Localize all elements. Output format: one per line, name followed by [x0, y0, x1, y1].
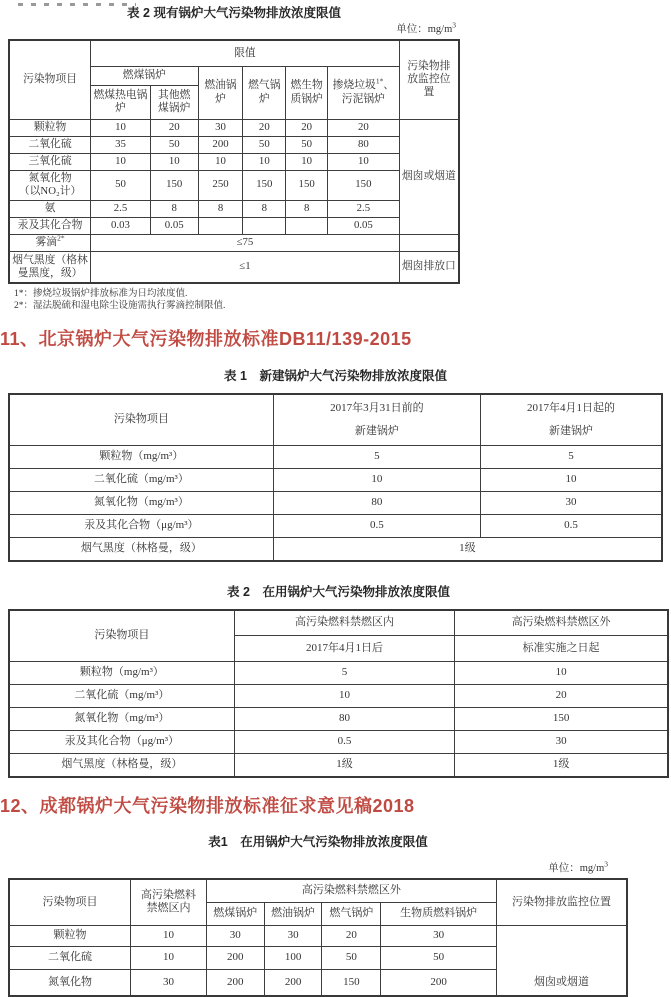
- cell: 10: [286, 153, 328, 170]
- cell: 2.5: [328, 200, 400, 217]
- table-row: [9, 708, 668, 731]
- table-row: [9, 879, 627, 903]
- unit-text: 单位：mg/m: [548, 862, 605, 874]
- cell: 150: [328, 170, 400, 200]
- header-line2: 禁燃区内: [146, 902, 191, 915]
- cell: 5: [481, 446, 662, 469]
- cell: 50: [381, 947, 497, 970]
- cell: 10: [328, 153, 400, 170]
- row-label: 烟气黑度（林格曼，级）: [9, 538, 273, 561]
- cell: 30: [198, 119, 243, 136]
- col-header-coal: 燃煤锅炉: [206, 903, 264, 926]
- cell: 0.5: [481, 515, 662, 538]
- waste-superscript: 1*: [375, 76, 384, 86]
- col-header-coal-chp: 燃煤热电锅炉: [91, 85, 151, 119]
- table-row: [9, 234, 459, 251]
- cropped-text-fragment: [18, 3, 136, 6]
- cell: ≤1: [91, 251, 400, 283]
- col-header-limit: 限值: [91, 40, 400, 66]
- row-label: 颗粒物: [9, 926, 131, 947]
- unit-label: [8, 21, 460, 36]
- table-row: [9, 610, 668, 636]
- unit-superscript: 3: [604, 859, 608, 869]
- cell: 10: [198, 153, 243, 170]
- row-label: 汞及其化合物（μg/m³）: [9, 731, 234, 754]
- cell: 8: [150, 200, 198, 217]
- existing-boiler-table: [8, 39, 460, 284]
- col-header-monitor: 污染物排放监控位置: [496, 879, 627, 926]
- cell: 80: [328, 136, 400, 153]
- table-row: [9, 153, 459, 170]
- cell: 10: [455, 662, 668, 685]
- row-label: 汞及其化合物: [9, 217, 91, 234]
- col-header-in-zone-date: 2017年4月1日后: [234, 636, 454, 662]
- cell: 200: [198, 136, 243, 153]
- section-12-heading: 12、成都锅炉大气污染物排放标准征求意见稿2018: [0, 795, 415, 816]
- cell: 150: [322, 970, 381, 996]
- cell: 10: [131, 947, 207, 970]
- table-row: [9, 492, 662, 515]
- col-header-pollutant: 污染物项目: [9, 394, 273, 446]
- cell: 10: [131, 926, 207, 947]
- row-label: 氮氧化物（mg/m³）: [9, 492, 273, 515]
- row-label: 颗粒物（mg/m³）: [9, 446, 273, 469]
- table-row: [9, 217, 459, 234]
- cell: 100: [264, 947, 322, 970]
- cell: 150: [150, 170, 198, 200]
- section-11-heading: 11、北京锅炉大气污染物排放标准DB11/139-2015: [0, 328, 412, 349]
- row-label: 二氧化硫: [9, 947, 131, 970]
- document-page: [0, 3, 671, 989]
- cell: 1级: [234, 754, 454, 777]
- cell: 8: [198, 200, 243, 217]
- cell: 10: [481, 469, 662, 492]
- unit-label: [8, 860, 628, 875]
- unit-superscript: 3: [452, 20, 456, 30]
- cell: 20: [243, 119, 286, 136]
- col-header-gas: 燃气锅炉: [322, 903, 381, 926]
- table-row: [9, 446, 662, 469]
- table-row: [9, 394, 662, 446]
- cell: 200: [206, 947, 264, 970]
- row-label: 氮氧化物（mg/m³）: [9, 708, 234, 731]
- row-label-line2: （以NO₂计）: [18, 185, 82, 197]
- waste-label: 掺烧垃圾: [332, 79, 376, 92]
- cell: 30: [481, 492, 662, 515]
- inuse-boiler-table: [8, 609, 669, 778]
- row-label: [9, 170, 91, 200]
- unit-text: 单位：mg/m: [396, 24, 453, 35]
- cell: 1级: [455, 754, 668, 777]
- cell: 150: [243, 170, 286, 200]
- row-label: 二氧化硫（mg/m³）: [9, 469, 273, 492]
- cell: 5: [234, 662, 454, 685]
- monitor-cell: 烟囱或烟道: [399, 119, 459, 234]
- col-header-biomass: 生物质燃料锅炉: [381, 903, 497, 926]
- header-line1: 2017年3月31日前的: [330, 401, 424, 414]
- existing-table-title: 表 2 现有锅炉大气污染物排放浓度限值: [127, 6, 341, 20]
- table-row: [9, 662, 668, 685]
- cell: 150: [455, 708, 668, 731]
- beijing-inuse-boiler-section: [8, 582, 669, 778]
- footnote-1: 1*：掺烧垃圾锅炉排放标准为日均浓度值.: [14, 289, 188, 299]
- col-header-waste: [328, 66, 400, 119]
- row-label-line1: 氮氧化物: [28, 171, 72, 184]
- table-row: [9, 136, 459, 153]
- table-row: [9, 170, 459, 200]
- cell: 80: [234, 708, 454, 731]
- cell: 30: [131, 970, 207, 996]
- cell: 20: [286, 119, 328, 136]
- table-row: [9, 469, 662, 492]
- row-label: 颗粒物（mg/m³）: [9, 662, 234, 685]
- new-boiler-table-title: 表 1 新建锅炉大气污染物排放浓度限值: [224, 368, 447, 383]
- cell: 10: [91, 119, 151, 136]
- header-line2: 新建锅炉: [354, 424, 399, 437]
- chengdu-inuse-boiler-table: [8, 878, 628, 997]
- cell: 80: [273, 492, 480, 515]
- row-label: 氮氧化物: [9, 970, 131, 996]
- cell: 8: [243, 200, 286, 217]
- cell: 30: [264, 926, 322, 947]
- cell: 20: [322, 926, 381, 947]
- cell: 2.5: [91, 200, 151, 217]
- cell: 20: [328, 119, 400, 136]
- cell: 8: [286, 200, 328, 217]
- cell: 20: [150, 119, 198, 136]
- col-header-pollutant: 污染物项目: [9, 879, 131, 926]
- table-row: [9, 754, 668, 777]
- header-line2: 新建锅炉: [549, 424, 594, 437]
- col-header-coal: 燃煤锅炉: [91, 66, 198, 85]
- cell: 10: [243, 153, 286, 170]
- row-label: 氨: [9, 200, 91, 217]
- table-row: [9, 119, 459, 136]
- col-header-in-zone: [131, 879, 207, 926]
- footnote-2: 2*：湿法脱硫和湿电除尘设施需执行雾滴控制限值.: [14, 301, 226, 312]
- cell: 50: [322, 947, 381, 970]
- row-label: [9, 234, 91, 251]
- col-header-after-2017: [481, 394, 662, 446]
- cell: 30: [206, 926, 264, 947]
- cell: 30: [455, 731, 668, 754]
- chengdu-table-title: 表1 在用锅炉大气污染物排放浓度限值: [208, 834, 428, 849]
- table-row: [9, 926, 627, 947]
- header-line1: 2017年4月1日起的: [527, 401, 616, 414]
- row-label: 二氧化硫（mg/m³）: [9, 685, 234, 708]
- cell: 50: [150, 136, 198, 153]
- col-header-oil: 燃油锅炉: [264, 903, 322, 926]
- cell: [243, 217, 286, 234]
- table-row: [9, 251, 459, 283]
- cell: 10: [234, 685, 454, 708]
- row-label: 烟气黑度（林格曼，级）: [9, 754, 234, 777]
- table-footnotes: [14, 288, 460, 313]
- cell: 30: [381, 926, 497, 947]
- col-header-gas: 燃气锅炉: [243, 66, 286, 119]
- cell: 200: [264, 970, 322, 996]
- cell: 20: [455, 685, 668, 708]
- col-header-pollutant: 污染物项目: [9, 40, 91, 119]
- cell: 1级: [273, 538, 662, 561]
- fog-superscript: 2*: [57, 233, 65, 243]
- existing-boiler-section: [8, 3, 460, 313]
- col-header-in-zone: 高污染燃料禁燃区内: [234, 610, 454, 636]
- row-label: 颗粒物: [9, 119, 91, 136]
- row-label: 三氧化硫: [9, 153, 91, 170]
- table-row: [9, 538, 662, 561]
- cell: 0.05: [150, 217, 198, 234]
- cell: 0.05: [328, 217, 400, 234]
- col-header-before-2017: [273, 394, 480, 446]
- table-row: [9, 40, 459, 66]
- cell: 35: [91, 136, 151, 153]
- col-header-monitor: 污染物排放监控位置: [399, 40, 459, 119]
- cell: [286, 217, 328, 234]
- cell: 200: [206, 970, 264, 996]
- monitor-cell: 烟囱或烟道: [496, 926, 627, 996]
- cell: 10: [91, 153, 151, 170]
- beijing-new-boiler-section: [8, 366, 663, 562]
- new-boiler-table: [8, 393, 663, 562]
- row-label: 二氧化硫: [9, 136, 91, 153]
- col-header-oil: 燃油锅炉: [198, 66, 243, 119]
- monitor-cell-empty: [399, 234, 459, 251]
- row-label: 烟气黑度（格林曼黑度，级）: [9, 251, 91, 283]
- cell: 10: [273, 469, 480, 492]
- cell: ≤75: [91, 234, 400, 251]
- cell: 0.5: [273, 515, 480, 538]
- table-row: [9, 685, 668, 708]
- col-header-coal-other: 其他燃煤锅炉: [150, 85, 198, 119]
- inuse-boiler-table-title: 表 2 在用锅炉大气污染物排放浓度限值: [227, 584, 450, 599]
- col-header-biomass: 燃生物质锅炉: [286, 66, 328, 119]
- table-row: [9, 200, 459, 217]
- cell: 50: [286, 136, 328, 153]
- cell: 200: [381, 970, 497, 996]
- table-row: [9, 731, 668, 754]
- monitor-cell: 烟囱排放口: [399, 251, 459, 283]
- col-header-out-zone-date: 标准实施之日起: [455, 636, 668, 662]
- col-header-out-zone: 高污染燃料禁燃区外: [206, 879, 496, 903]
- chengdu-inuse-boiler-section: [8, 832, 628, 997]
- col-header-pollutant: 污染物项目: [9, 610, 234, 662]
- waste-label-tail: 、污泥锅炉: [341, 79, 395, 105]
- col-header-out-zone: 高污染燃料禁燃区外: [455, 610, 668, 636]
- cell: 150: [286, 170, 328, 200]
- cell: 10: [150, 153, 198, 170]
- cell: 0.03: [91, 217, 151, 234]
- cell: [198, 217, 243, 234]
- table-row: [9, 515, 662, 538]
- cell: 5: [273, 446, 480, 469]
- row-label: 汞及其化合物（μg/m³）: [9, 515, 273, 538]
- header-line1: 高污染燃料: [140, 889, 196, 902]
- cell: 0.5: [234, 731, 454, 754]
- cell: 50: [243, 136, 286, 153]
- cell: 250: [198, 170, 243, 200]
- fog-label: 雾滴: [35, 235, 58, 248]
- cell: 50: [91, 170, 151, 200]
